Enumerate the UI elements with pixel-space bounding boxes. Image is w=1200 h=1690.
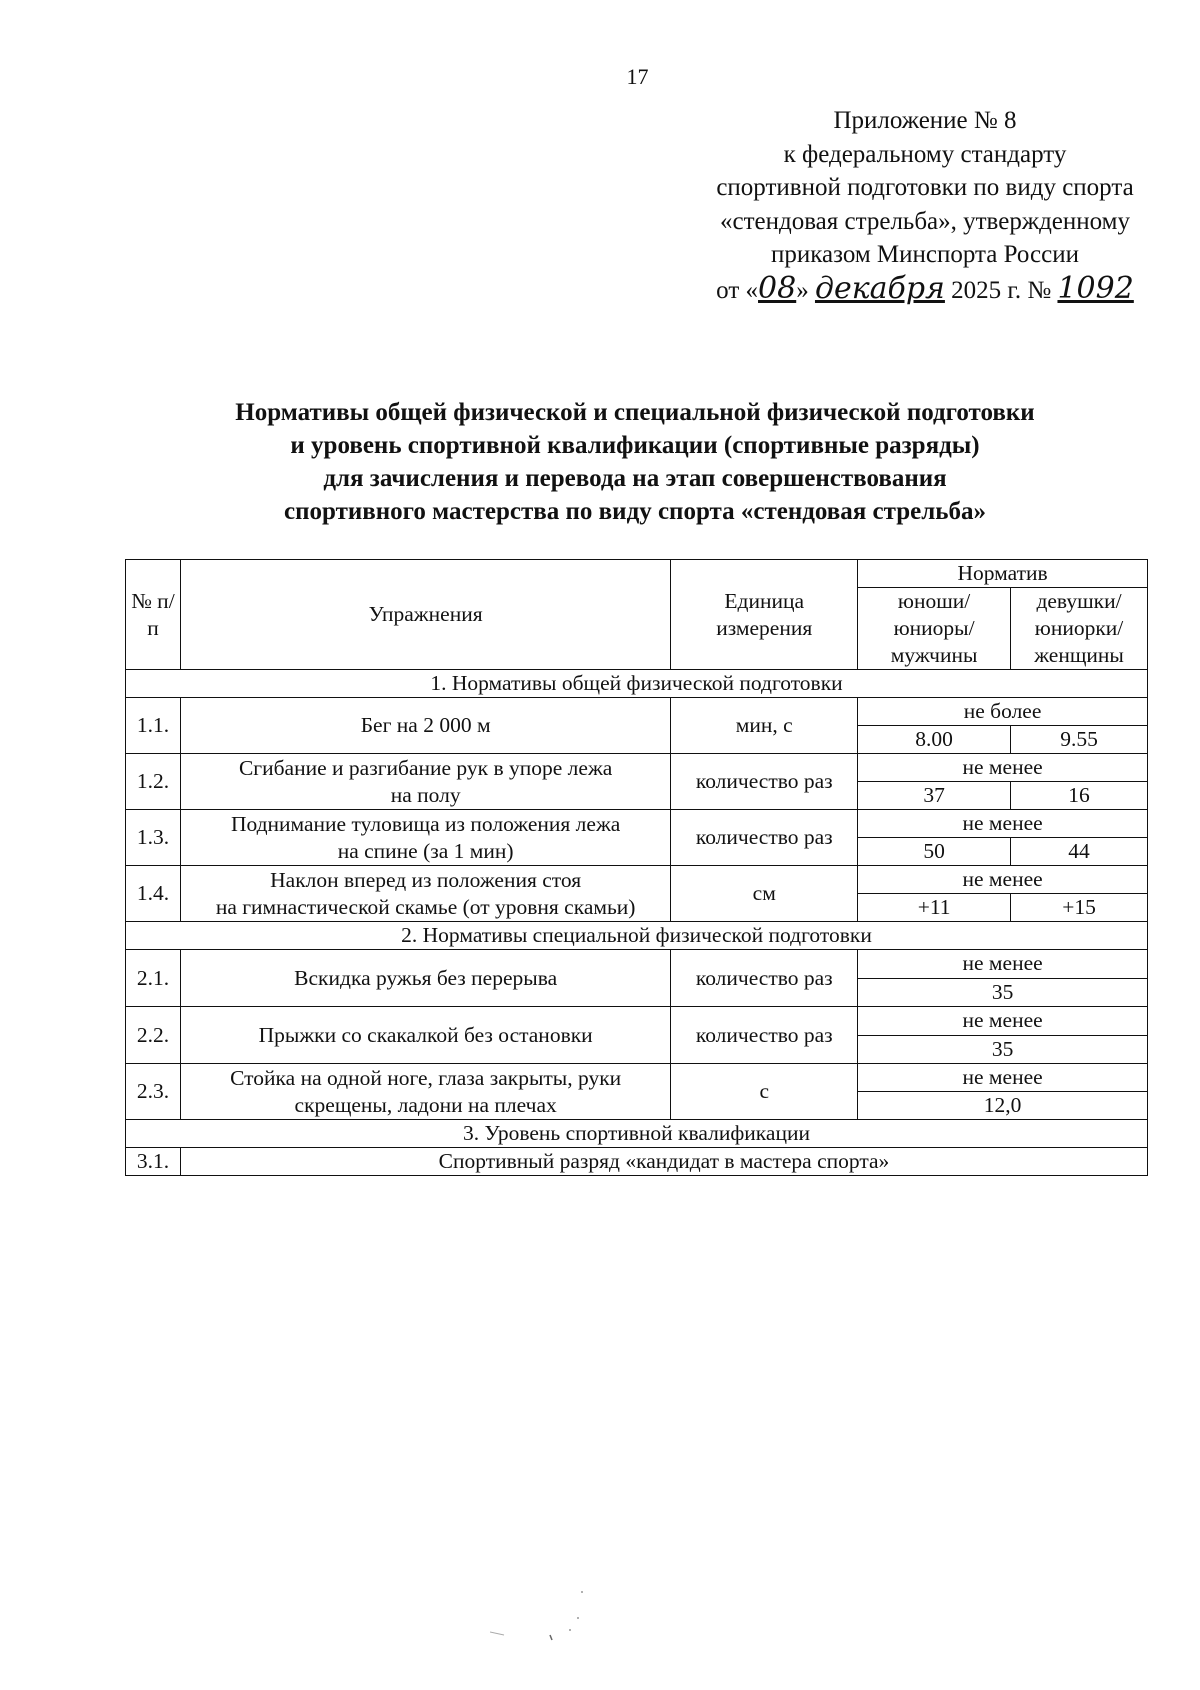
- table-row: [126, 866, 1148, 894]
- row-qualifier: не менее: [858, 754, 1148, 782]
- row-qualification-text: Спортивный разряд «кандидат в мастера спорта»: [180, 1148, 1147, 1176]
- row-exercise: Прыжки со скакалкой без остановки: [180, 1007, 670, 1064]
- table-row: [126, 950, 1148, 979]
- row-num: 1.3.: [126, 810, 181, 866]
- section-title: 3. Уровень спортивной квалификации: [126, 1120, 1148, 1148]
- section-title: 1. Нормативы общей физической подготовки: [126, 670, 1148, 698]
- title-line-3: для зачисления и перевода на этап совершенствования: [323, 465, 947, 492]
- table-row: [126, 1007, 1148, 1036]
- date-day-handwritten: 08: [758, 270, 797, 306]
- row-unit: количество раз: [671, 754, 858, 810]
- appendix-line-4: «стендовая стрельба», утвержденному: [719, 207, 1131, 235]
- table-row: [126, 754, 1148, 782]
- row-unit: количество раз: [671, 1007, 858, 1064]
- row-shared-value: 35: [858, 1035, 1148, 1064]
- row-male-value: 8.00: [858, 726, 1011, 754]
- row-num: 2.3.: [126, 1064, 181, 1120]
- table-row: [126, 1064, 1148, 1092]
- row-exercise: Вскидка ружья без перерыва: [180, 950, 670, 1007]
- row-unit: количество раз: [671, 950, 858, 1007]
- header-exercise: Упражнения: [180, 560, 670, 670]
- row-unit: см: [671, 866, 858, 922]
- appendix-line-3: спортивной подготовки по виду спорта: [716, 174, 1134, 201]
- row-shared-value: 12,0: [858, 1092, 1148, 1120]
- row-exercise-line-1: Сгибание и разгибание рук в упоре лежа: [238, 755, 613, 780]
- row-num: 2.2.: [126, 1007, 181, 1064]
- appendix-line-2: к федеральному стандарту: [783, 140, 1067, 168]
- date-year: 2025 г. №: [951, 276, 1052, 304]
- scan-noise-graphic: [490, 1580, 600, 1680]
- order-number-handwritten: 1092: [1057, 270, 1134, 306]
- title-line-4: спортивного мастерства по виду спорта «стендовая стрельба»: [284, 498, 986, 525]
- row-num: 2.1.: [126, 950, 181, 1007]
- row-female-value: 16: [1011, 782, 1148, 810]
- row-num: 1.1.: [126, 698, 181, 754]
- row-qualifier: не менее: [858, 950, 1148, 979]
- date-month-handwritten: декабря: [814, 270, 945, 306]
- section-row: [126, 1120, 1148, 1148]
- row-qualifier: не более: [858, 698, 1148, 726]
- row-qualifier: не менее: [858, 1007, 1148, 1036]
- row-unit: мин, с: [671, 698, 858, 754]
- row-num: 1.4.: [126, 866, 181, 922]
- row-shared-value: 35: [858, 978, 1148, 1007]
- row-exercise-line-1: Наклон вперед из положения стоя: [270, 867, 582, 892]
- row-male-value: 50: [858, 838, 1011, 866]
- scan-marks: [490, 1580, 600, 1685]
- row-exercise: [180, 754, 670, 810]
- row-exercise-line-2: на гимнастической скамье (от уровня скамьи): [215, 894, 636, 919]
- title-line-1: Нормативы общей физической и специальной физической подготовки: [235, 399, 1035, 426]
- row-exercise-line-2: на спине (за 1 мин): [337, 838, 514, 863]
- row-male-value: +11: [858, 894, 1011, 922]
- row-qualifier: не менее: [858, 810, 1148, 838]
- row-num: 1.2.: [126, 754, 181, 810]
- row-female-value: +15: [1011, 894, 1148, 922]
- header-female: девушки/ юниорки/ женщины: [1011, 588, 1148, 670]
- row-exercise-line-1: Поднимание туловища из положения лежа: [230, 811, 621, 836]
- row-qualifier: не менее: [858, 1064, 1148, 1092]
- row-exercise: [180, 866, 670, 922]
- appendix-line-5: приказом Минспорта России: [770, 241, 1079, 268]
- header-row: [126, 560, 1148, 588]
- row-num: 3.1.: [126, 1148, 181, 1176]
- row-exercise-line-2: скрещены, ладони на плечах: [294, 1092, 557, 1117]
- row-exercise: [180, 810, 670, 866]
- header-norm: Норматив: [858, 560, 1148, 588]
- table-row: [126, 810, 1148, 838]
- row-exercise: [180, 1064, 670, 1120]
- row-female-value: 44: [1011, 838, 1148, 866]
- row-exercise-line-1: Стойка на одной ноге, глаза закрыты, руки: [230, 1065, 622, 1090]
- row-exercise: Бег на 2 000 м: [180, 698, 670, 754]
- table-row: [126, 1148, 1148, 1176]
- section-row: [126, 922, 1148, 950]
- row-exercise-line-2: на полу: [390, 782, 461, 807]
- header-male: юноши/ юниоры/ мужчины: [858, 588, 1011, 670]
- norms-table: [125, 559, 1148, 1176]
- date-prefix: от «: [716, 276, 759, 304]
- header-unit: Единица измерения: [671, 560, 858, 670]
- table-row: [126, 698, 1148, 726]
- section-row: [126, 670, 1148, 698]
- page-number: 17: [626, 64, 649, 89]
- row-qualifier: не менее: [858, 866, 1148, 894]
- appendix-line-1: Приложение № 8: [833, 107, 1017, 134]
- appendix-header: [600, 104, 1200, 307]
- appendix-date-line: [600, 272, 1200, 308]
- document-title: [60, 396, 1200, 528]
- row-male-value: 37: [858, 782, 1011, 810]
- row-unit: количество раз: [671, 810, 858, 866]
- row-unit: с: [671, 1064, 858, 1120]
- row-female-value: 9.55: [1011, 726, 1148, 754]
- header-num: № п/п: [126, 560, 181, 670]
- title-line-2: и уровень спортивной квалификации (спортивные разряды): [290, 432, 980, 459]
- date-mid: »: [796, 276, 809, 304]
- section-title: 2. Нормативы специальной физической подготовки: [126, 922, 1148, 950]
